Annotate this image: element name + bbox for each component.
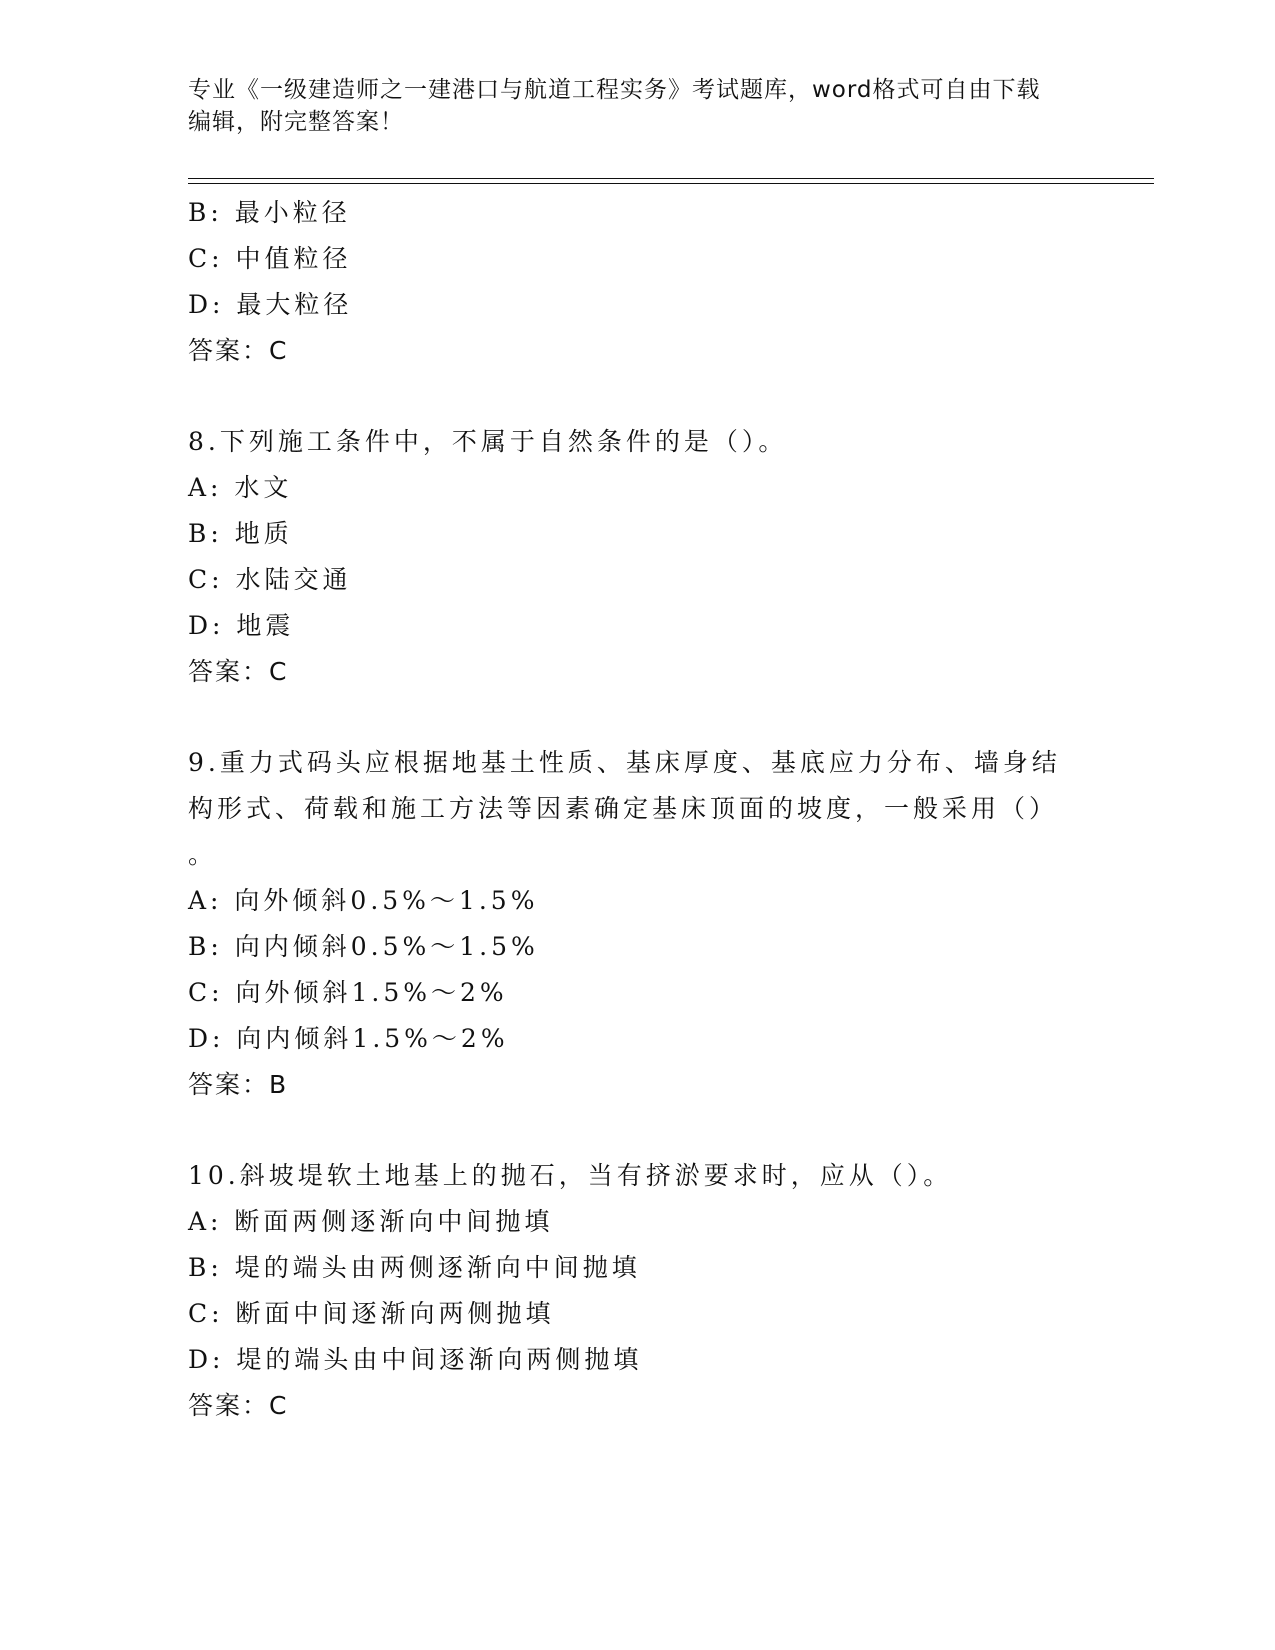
option-d: D: 向内倾斜1.5%～2% bbox=[188, 1024, 509, 1053]
header-line-2: 编辑，附完整答案！ bbox=[188, 109, 404, 135]
header-divider-bottom bbox=[188, 183, 1154, 184]
question-7-tail bbox=[188, 190, 1148, 374]
option-a: A: 水文 bbox=[188, 473, 293, 502]
option-b: B: 向内倾斜0.5%～1.5% bbox=[188, 932, 539, 961]
option-b: B: 堤的端头由两侧逐渐向中间抛填 bbox=[188, 1253, 641, 1282]
question-10 bbox=[188, 1153, 1148, 1429]
spacer bbox=[188, 695, 1148, 740]
answer: 答案：C bbox=[188, 1391, 289, 1420]
question-stem-line-2: 构形式、荷载和施工方法等因素确定基床顶面的坡度，一般采用（） bbox=[188, 794, 1059, 823]
option-d: D: 地震 bbox=[188, 611, 295, 640]
header-line-1: 专业《一级建造师之一建港口与航道工程实务》考试题库，word格式可自由下载 bbox=[188, 77, 1041, 103]
question-9 bbox=[188, 740, 1148, 1108]
spacer bbox=[188, 1108, 1148, 1153]
option-a: A: 断面两侧逐渐向中间抛填 bbox=[188, 1207, 554, 1236]
answer: 答案：C bbox=[188, 336, 289, 365]
question-stem: 8.下列施工条件中，不属于自然条件的是（）。 bbox=[188, 427, 788, 456]
option-c: C: 向外倾斜1.5%～2% bbox=[188, 978, 508, 1007]
document-header bbox=[188, 74, 1068, 138]
option-d: D: 最大粒径 bbox=[188, 290, 353, 319]
question-8 bbox=[188, 419, 1148, 695]
option-c: C: 断面中间逐渐向两侧抛填 bbox=[188, 1299, 555, 1328]
option-b: B: 最小粒径 bbox=[188, 198, 351, 227]
option-c: C: 中值粒径 bbox=[188, 244, 352, 273]
header-divider-top bbox=[188, 178, 1154, 179]
question-stem-line-3: 。 bbox=[188, 840, 218, 869]
spacer bbox=[188, 374, 1148, 419]
option-c: C: 水陆交通 bbox=[188, 565, 352, 594]
answer: 答案：B bbox=[188, 1070, 289, 1099]
option-a: A: 向外倾斜0.5%～1.5% bbox=[188, 886, 539, 915]
option-d: D: 堤的端头由中间逐渐向两侧抛填 bbox=[188, 1345, 643, 1374]
question-list bbox=[188, 190, 1148, 1429]
question-stem: 10.斜坡堤软土地基上的抛石，当有挤淤要求时，应从（）。 bbox=[188, 1161, 953, 1190]
answer: 答案：C bbox=[188, 657, 289, 686]
question-stem-line-1: 9.重力式码头应根据地基土性质、基床厚度、基底应力分布、墙身结 bbox=[188, 748, 1061, 777]
option-b: B: 地质 bbox=[188, 519, 293, 548]
